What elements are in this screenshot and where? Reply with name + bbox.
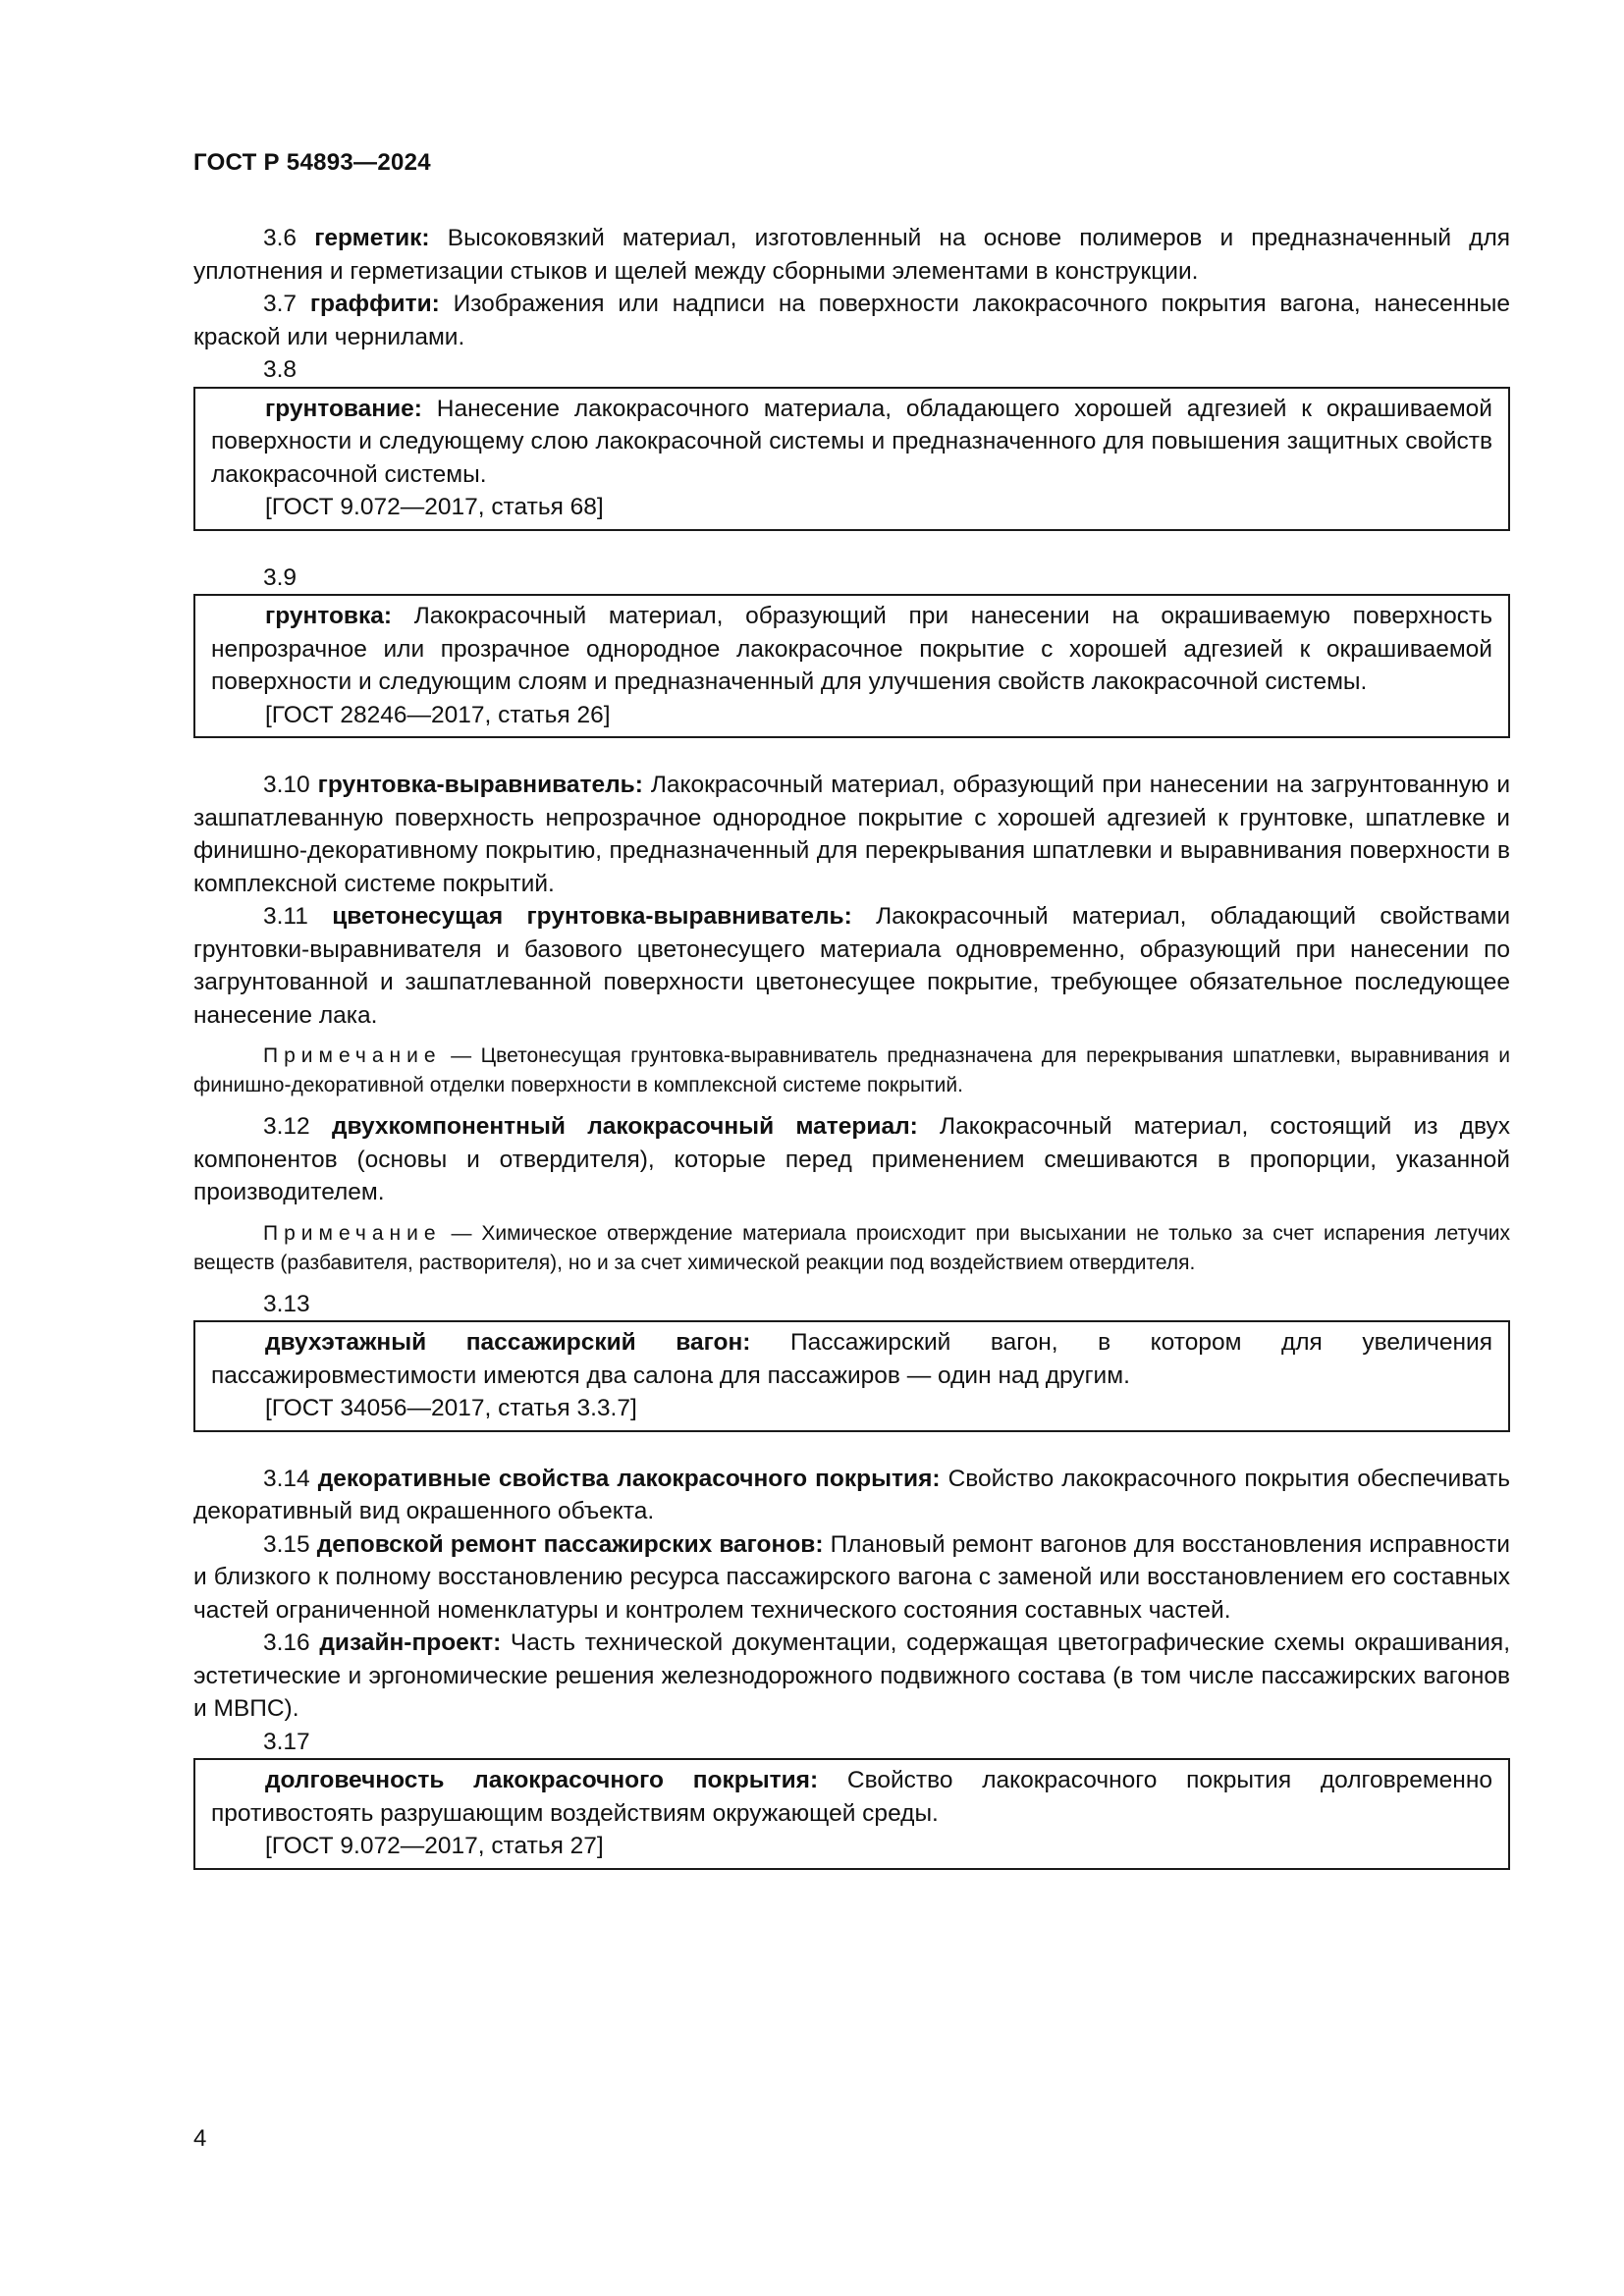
term-3-13-box — [193, 1320, 1510, 1432]
term-3-13 — [211, 1326, 1492, 1392]
term-reference: [ГОСТ 9.072—2017, статья 68] — [265, 494, 604, 520]
term-3-17 — [211, 1764, 1492, 1830]
term-definition: Пассажирский вагон, в котором для увеличения пассажировместимости имеются два салона для пассажиров — один над другим. — [211, 1329, 1492, 1389]
term-definition: Свойство лакокрасочного покрытия долговременно противостоять разрушающим воздействиям окружающей среды. — [211, 1767, 1492, 1827]
term-definition: Плановый ремонт вагонов для восстановления исправности и близкого к полному восстановлению ресурса пассажирского вагона с заменой или восстановлением его составных частей ограниченной номенклатуры и контролем технического состояния составных частей. — [193, 1530, 1510, 1624]
term-title: грунтовка: — [265, 603, 393, 629]
note-label: Примечание — [263, 1044, 442, 1067]
term-number: 3.15 — [263, 1530, 310, 1558]
term-title: двухкомпонентный лакокрасочный материал: — [331, 1113, 918, 1140]
term-number: 3.9 — [263, 563, 298, 591]
term-3-8-box — [193, 387, 1510, 531]
term-3-16 — [193, 1627, 1510, 1726]
term-title: двухэтажный пассажирский вагон: — [265, 1329, 751, 1356]
term-3-15 — [193, 1528, 1510, 1628]
term-definition: Лакокрасочный материал, обладающий свойствами грунтовки-выравнивателя и базового цветонесущего материала одновременно, образующий при нанесении по загрунтованной и зашпатлеванной поверхности цветонесущее покрытие, требующее обязательное последующее нанесение лака. — [193, 903, 1510, 1029]
term-definition: Изображения или надписи на поверхности лакокрасочного покрытия вагона, нанесенные краской или чернилами. — [193, 291, 1510, 350]
term-definition: Лакокрасочный материал, образующий при нанесении на окрашиваемую поверхность непрозрачное или прозрачное однородное лакокрасочное покрытие с хорошей адгезией к окрашиваемой поверхности и следующим слоям и предназначенный для улучшения свойств лакокрасочной системы. — [211, 603, 1492, 695]
term-definition: Лакокрасочный материал, состоящий из двух компонентов (основы и отвердителя), которые перед применением смешиваются в пропорции, указанной производителем. — [193, 1113, 1510, 1205]
term-number: 3.10 — [263, 772, 310, 798]
term-number: 3.16 — [263, 1629, 310, 1656]
term-title: цветонесущая грунтовка-выравниватель: — [332, 903, 852, 930]
term-definition: Высоковязкий материал, изготовленный на основе полимеров и предназначенный для уплотнения и герметизации стыков и щелей между сборными элементами в конструкции. — [193, 225, 1511, 285]
term-title: деповской ремонт пассажирских вагонов: — [316, 1530, 824, 1558]
term-3-17-box — [193, 1758, 1510, 1870]
term-number: 3.14 — [263, 1465, 310, 1492]
term-title: герметик: — [314, 225, 430, 251]
term-3-7 — [193, 288, 1510, 353]
term-number: 3.12 — [263, 1113, 310, 1140]
terms-section — [193, 222, 1510, 1900]
term-3-9 — [211, 600, 1492, 699]
term-reference: [ГОСТ 34056—2017, статья 3.3.7] — [265, 1395, 637, 1421]
term-number: 3.13 — [263, 1290, 310, 1317]
term-reference: [ГОСТ 9.072—2017, статья 27] — [265, 1833, 604, 1859]
term-title: грунтование: — [265, 395, 422, 422]
term-3-9-box — [193, 594, 1510, 738]
term-3-10 — [193, 769, 1510, 900]
note-text: — Химическое отверждение материала происходит при высыхании не только за счет испарения летучих веществ (разбавителя, растворителя), но и за счет химической реакции под воздействием отвердителя. — [193, 1221, 1510, 1274]
term-number: 3.17 — [263, 1728, 310, 1755]
note-label: Примечание — [263, 1221, 442, 1245]
term-definition: Часть технической документации, содержащая цветографические схемы окрашивания, эстетические и эргономические решения железнодорожного подвижного состава (в том числе пассажирских вагонов и МВПС). — [193, 1629, 1511, 1722]
term-3-6 — [193, 222, 1510, 288]
term-title: граффити: — [309, 291, 440, 317]
term-title: дизайн-проект: — [319, 1629, 502, 1656]
term-reference: [ГОСТ 28246—2017, статья 26] — [265, 701, 611, 728]
term-3-11 — [193, 900, 1510, 1032]
term-number: 3.11 — [263, 903, 308, 930]
standard-header: ГОСТ Р 54893—2024 — [193, 149, 431, 176]
note-3-12 — [193, 1219, 1510, 1278]
term-3-14 — [193, 1463, 1510, 1528]
term-3-8 — [211, 393, 1492, 492]
term-number: 3.7 — [263, 291, 298, 317]
term-number: 3.6 — [263, 225, 298, 251]
document-page — [193, 0, 1510, 2296]
term-definition: Нанесение лакокрасочного материала, обладающего хорошей адгезией к окрашиваемой поверхности и следующему слою лакокрасочной системы и предназначенного для повышения защитных свойств лакокрасочной системы. — [211, 395, 1492, 488]
term-definition: Лакокрасочный материал, образующий при нанесении на загрунтованную и зашпатлеванную поверхность непрозрачное однородное покрытие с хорошей адгезией к грунтовке, шпатлевке и финишно-декоративному покрытию, предназначенный для перекрывания шпатлевки и выравнивания поверхности в комплексной системе покрытий. — [193, 772, 1511, 897]
note-3-11 — [193, 1041, 1510, 1100]
term-title: декоративные свойства лакокрасочного покрытия: — [317, 1465, 941, 1492]
note-text: — Цветонесущая грунтовка-выравниватель предназначена для перекрывания шпатлевки, выравнивания и финишно-декоративной отделки поверхности в комплексной системе покрытий. — [193, 1044, 1510, 1096]
term-title: грунтовка-выравниватель: — [317, 772, 643, 798]
term-definition: Свойство лакокрасочного покрытия обеспечивать декоративный вид окрашенного объекта. — [193, 1465, 1511, 1524]
term-3-12 — [193, 1110, 1510, 1209]
page-number: 4 — [193, 2125, 207, 2152]
term-number: 3.8 — [263, 356, 298, 383]
term-title: долговечность лакокрасочного покрытия: — [265, 1767, 819, 1793]
